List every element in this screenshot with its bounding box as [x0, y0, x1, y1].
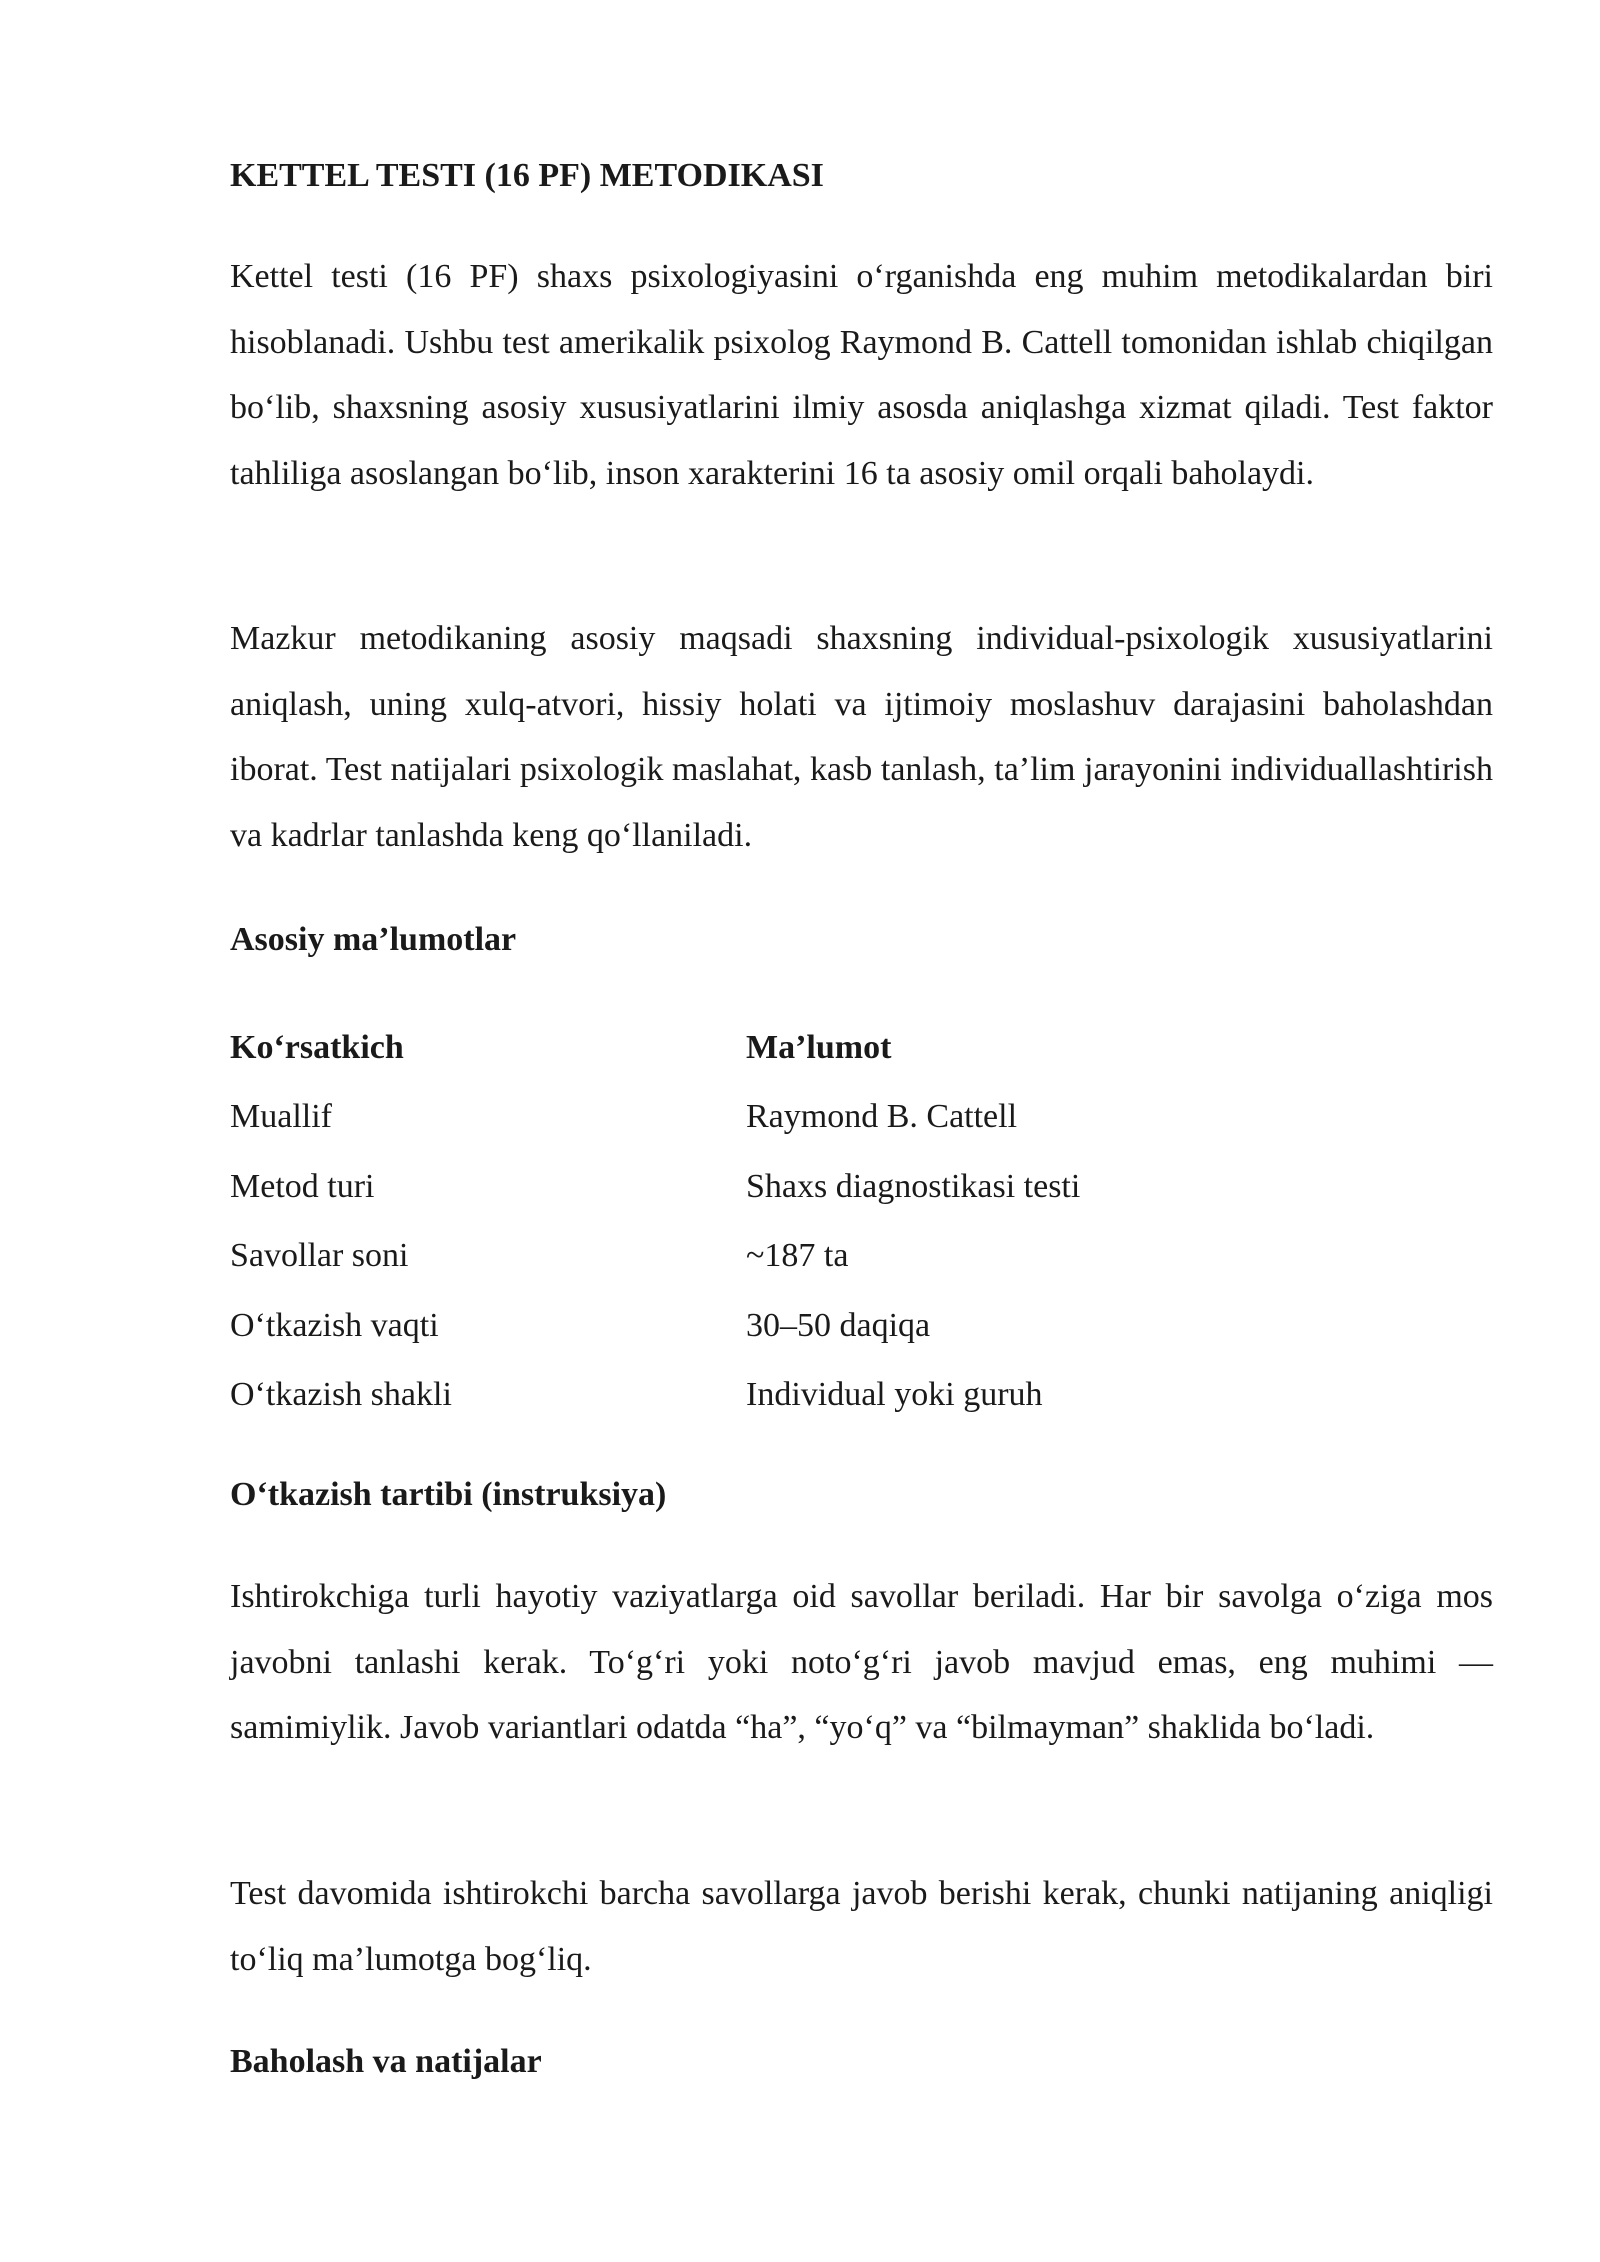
completion-paragraph: Test davomida ishtirokchi barcha savollarga javob berishi kerak, chunki natijaning aniqligi to‘liq ma’lumotga bog‘liq. [230, 1875, 1493, 1978]
section-heading-procedure: O‘tkazish tartibi (instruksiya) [230, 1476, 667, 1513]
section-heading-basic-info: Asosiy ma’lumotlar [230, 921, 517, 958]
table-cell-label: Savollar soni [230, 1237, 409, 1275]
section-heading-evaluation: Baholash va natijalar [230, 2043, 542, 2080]
table-header-row [230, 1013, 1446, 1083]
table-row [230, 1083, 1446, 1153]
table-cell-value: 30–50 daqiqa [746, 1306, 931, 1344]
instruction-paragraph: Ishtirokchiga turli hayotiy vaziyatlarga oid savollar beriladi. Har bir savolga o‘ziga mos javobni tanlashi kerak. To‘g‘ri yoki noto‘g‘ri javob mavjud emas, eng muhimi — samimiylik. Javob variantlari odatda “ha”, “yo‘q” va “bilmayman” shaklida bo‘ladi. [230, 1578, 1493, 1746]
table-row [230, 1222, 1446, 1292]
table-header-info: Ma’lumot [746, 1028, 892, 1066]
table-cell-value: Individual yoki guruh [746, 1376, 1043, 1414]
table-row [230, 1152, 1446, 1222]
table-cell-label: Muallif [230, 1098, 332, 1136]
table-row [230, 1361, 1446, 1431]
table-row [230, 1291, 1446, 1361]
table-cell-value: Raymond B. Cattell [746, 1098, 1018, 1136]
table-cell-value: ~187 ta [746, 1237, 849, 1275]
table-header-indicator: Ko‘rsatkich [230, 1028, 404, 1066]
purpose-paragraph: Mazkur metodikaning asosiy maqsadi shaxsning individual-psixologik xususiyatlarini aniqlash, uning xulq-atvori, hissiy holati va ijtimoiy moslashuv darajasini baholashdan iborat. Test natijalari psixologik maslahat, kasb tanlash, ta’lim jarayonini individuallashtirish va kadrlar tanlashda keng qo‘llaniladi. [230, 620, 1493, 854]
table-cell-label: O‘tkazish shakli [230, 1376, 452, 1414]
info-table [230, 1013, 1446, 1430]
intro-paragraph: Kettel testi (16 PF) shaxs psixologiyasini o‘rganishda eng muhim metodikalardan biri hisoblanadi. Ushbu test amerikalik psixolog Raymond B. Cattell tomonidan ishlab chiqilgan bo‘lib, shaxsning asosiy xususiyatlarini ilmiy asosda aniqlashga xizmat qiladi. Test faktor tahliliga asoslangan bo‘lib, inson xarakterini 16 ta asosiy omil orqali baholaydi. [230, 258, 1493, 492]
table-cell-label: Metod turi [230, 1167, 375, 1205]
table-cell-value: Shaxs diagnostikasi testi [746, 1167, 1081, 1205]
document-title: KETTEL TESTI (16 PF) METODIKASI [230, 157, 824, 194]
table-cell-label: O‘tkazish vaqti [230, 1306, 439, 1344]
